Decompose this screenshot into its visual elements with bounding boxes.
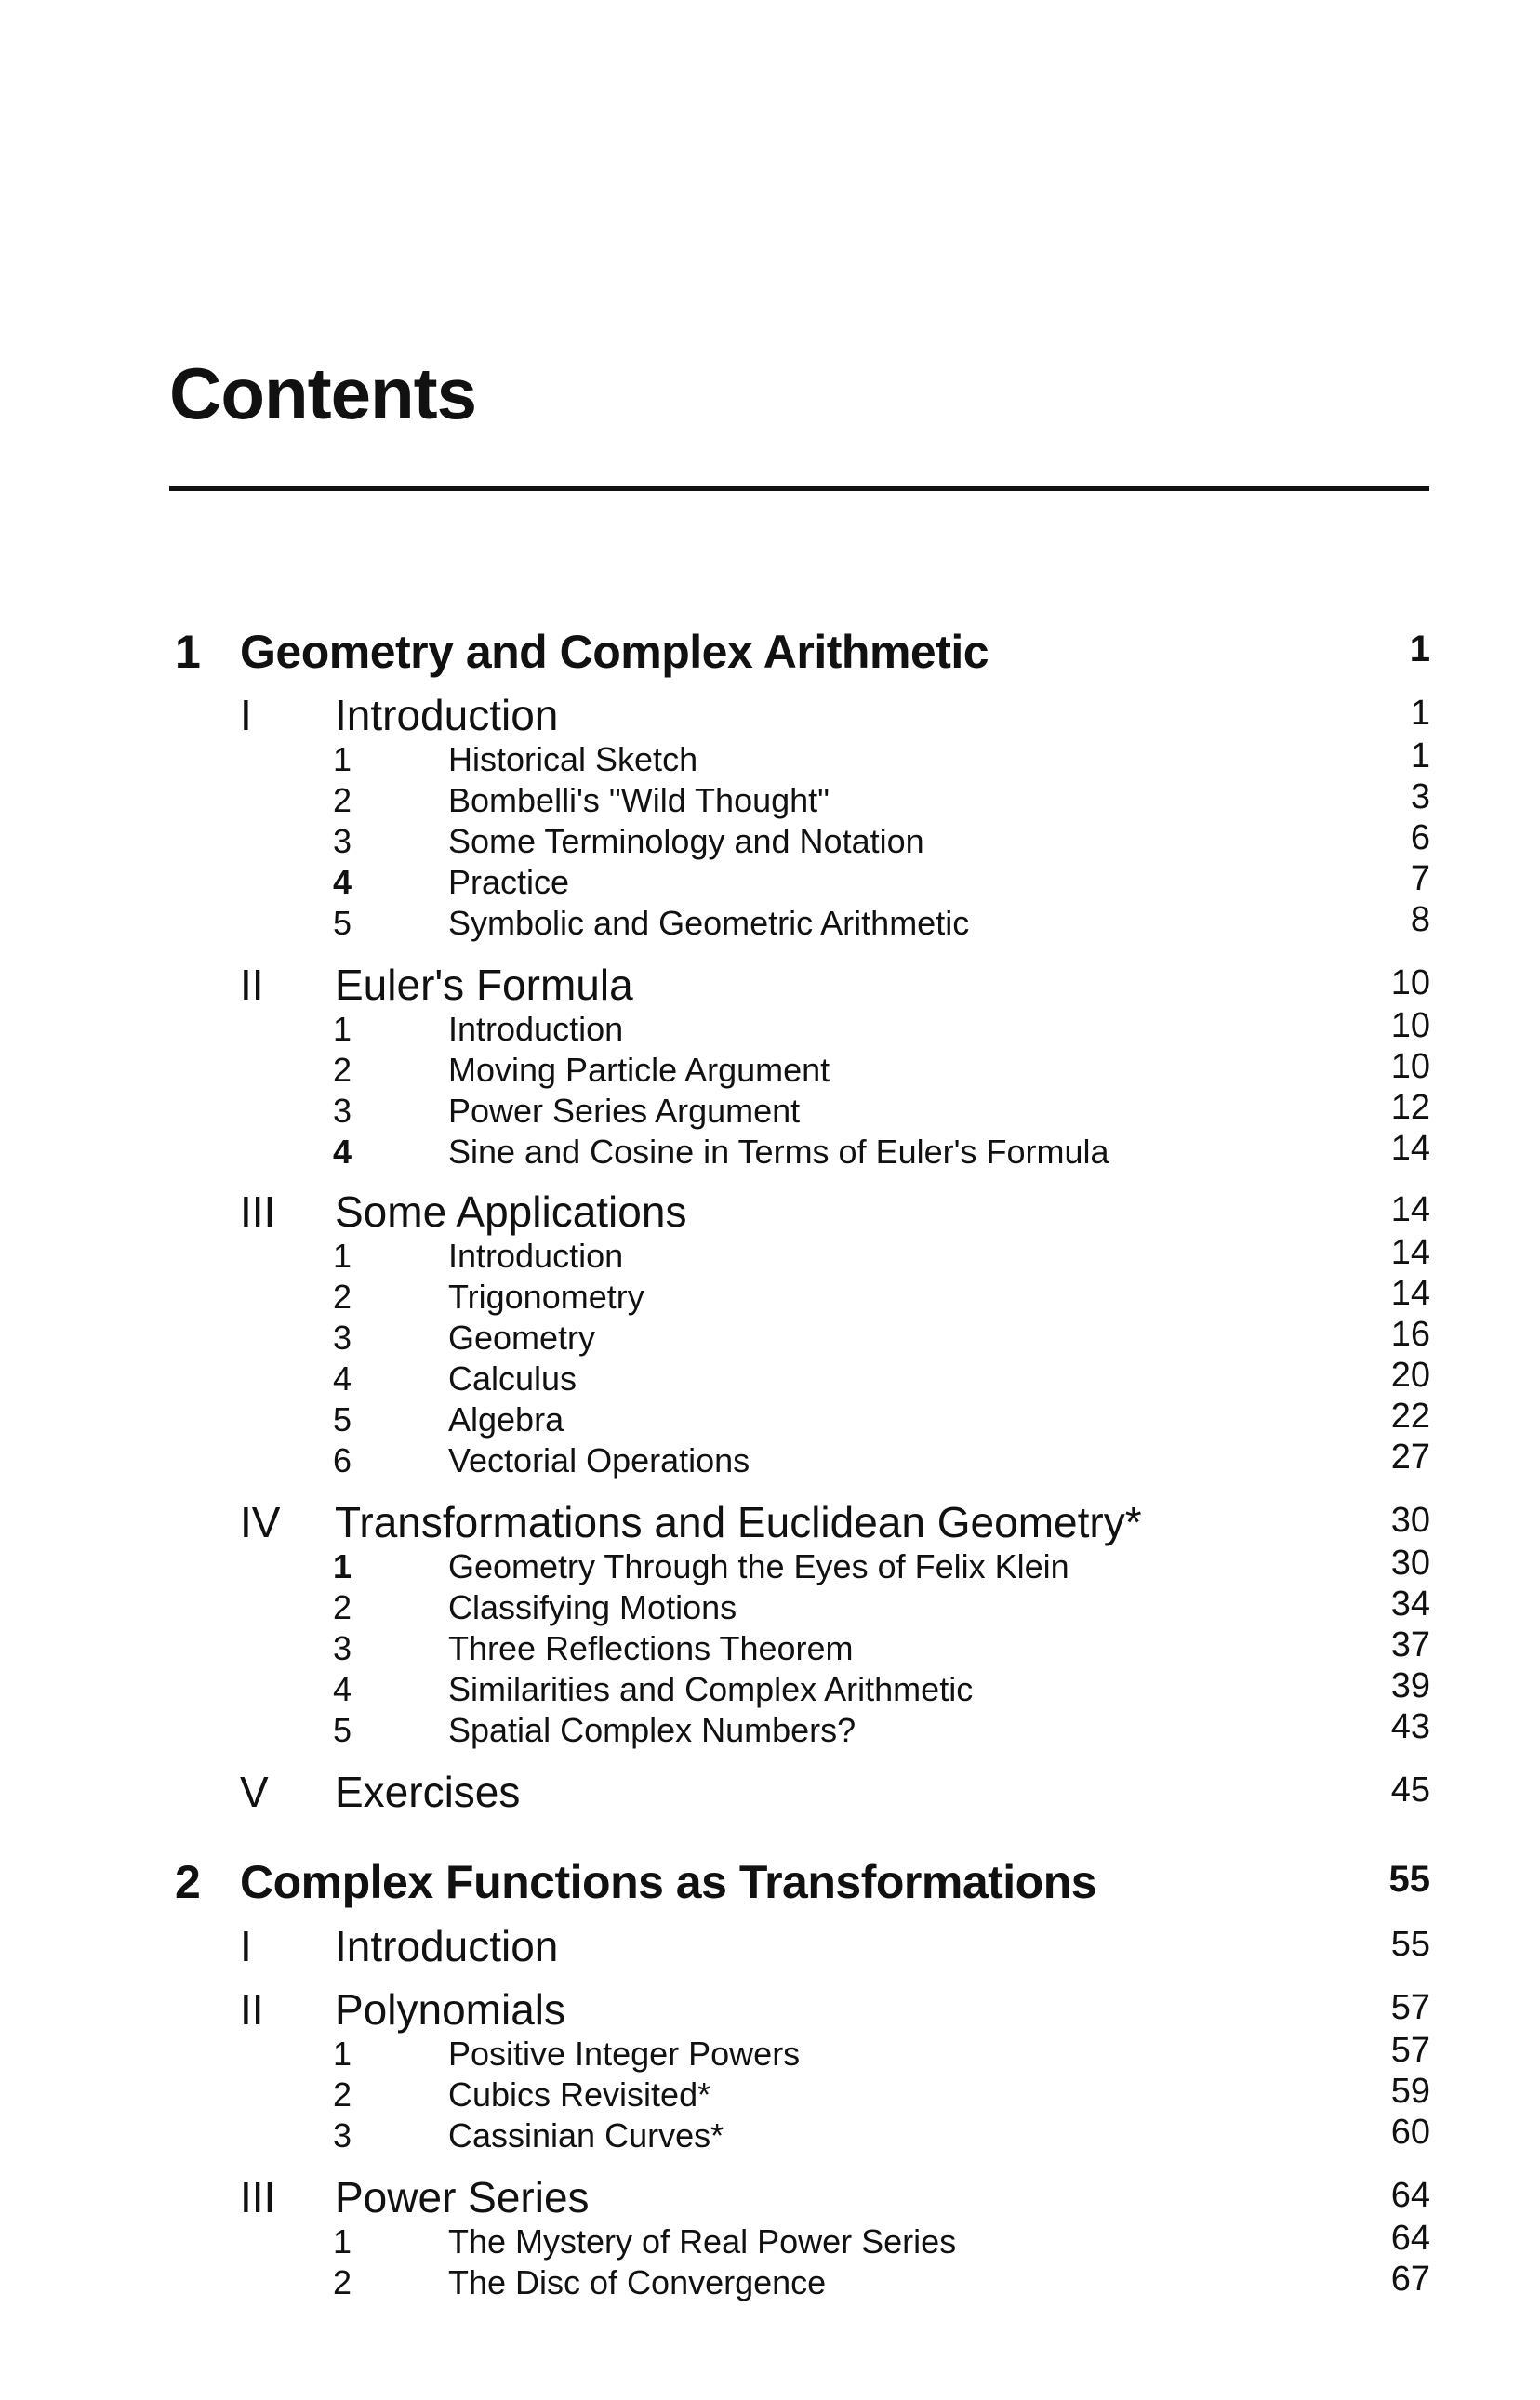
section-number: III — [240, 2173, 276, 2221]
toc-subsection[interactable] — [0, 1397, 1540, 1441]
subsection-title: Geometry — [448, 1319, 596, 1357]
subsection-number: 2 — [333, 2075, 352, 2114]
subsection-page: 14 — [1390, 1233, 1430, 1272]
section-title: Introduction — [335, 1922, 559, 1970]
subsection-title: Cassinian Curves* — [448, 2116, 724, 2155]
toc-subsection[interactable] — [0, 1707, 1540, 1752]
toc-chapter-2[interactable] — [0, 1855, 1540, 1920]
section-page: 1 — [1410, 694, 1430, 733]
subsection-number: 2 — [333, 781, 352, 819]
subsection-number: 5 — [333, 1400, 352, 1439]
toc-subsection[interactable] — [0, 1129, 1540, 1173]
toc-chapter-1[interactable] — [0, 625, 1540, 690]
subsection-page: 12 — [1390, 1088, 1430, 1127]
subsection-number: 1 — [333, 1237, 352, 1275]
toc-subsection[interactable] — [0, 1047, 1540, 1092]
subsection-page: 43 — [1390, 1707, 1430, 1746]
toc-section-2-I[interactable] — [0, 1921, 1540, 1971]
subsection-number: 4 — [333, 1133, 352, 1171]
subsection-title: Spatial Complex Numbers? — [448, 1711, 856, 1749]
subsection-number: 5 — [333, 1711, 352, 1749]
subsection-title: Practice — [448, 863, 570, 901]
subsection-page: 6 — [1410, 818, 1430, 857]
subsection-page: 3 — [1410, 777, 1430, 816]
subsection-page: 7 — [1410, 859, 1430, 898]
subsection-title: Moving Particle Argument — [448, 1051, 830, 1089]
subsection-title: Historical Sketch — [448, 740, 698, 778]
subsection-page: 39 — [1390, 1666, 1430, 1705]
subsection-title: Sine and Cosine in Terms of Euler's Formula — [448, 1133, 1109, 1171]
toc-subsection[interactable] — [0, 2031, 1540, 2075]
subsection-page: 20 — [1390, 1356, 1430, 1395]
toc-section-1-III[interactable] — [0, 1187, 1540, 1237]
section-title: Some Applications — [335, 1187, 687, 1236]
subsection-title: Introduction — [448, 1237, 624, 1275]
chapter-page: 1 — [1409, 629, 1430, 670]
chapter-number: 1 — [175, 626, 201, 678]
chapter-title: Geometry and Complex Arithmetic — [240, 626, 989, 678]
section-title: Polynomials — [335, 1985, 565, 2034]
subsection-title: Cubics Revisited* — [448, 2075, 711, 2114]
toc-subsection[interactable] — [0, 1088, 1540, 1133]
subsection-page: 34 — [1390, 1585, 1430, 1624]
toc-section-2-III[interactable] — [0, 2172, 1540, 2222]
toc-section-1-II[interactable] — [0, 960, 1540, 1010]
subsection-page: 8 — [1410, 900, 1430, 939]
toc-subsection[interactable] — [0, 1438, 1540, 1482]
toc-subsection[interactable] — [0, 1233, 1540, 1278]
subsection-page: 16 — [1390, 1315, 1430, 1354]
subsection-page: 30 — [1390, 1544, 1430, 1583]
section-page: 10 — [1390, 963, 1430, 1002]
toc-subsection[interactable] — [0, 1356, 1540, 1400]
toc-subsection[interactable] — [0, 1006, 1540, 1051]
subsection-number: 1 — [333, 2222, 352, 2261]
subsection-number: 1 — [333, 740, 352, 778]
subsection-title: Introduction — [448, 1010, 624, 1048]
toc-subsection[interactable] — [0, 1666, 1540, 1711]
toc-subsection[interactable] — [0, 1625, 1540, 1670]
subsection-page: 64 — [1390, 2219, 1430, 2258]
section-number: II — [240, 1985, 264, 2034]
subsection-number: 3 — [333, 822, 352, 860]
subsection-number: 2 — [333, 1278, 352, 1316]
section-title: Exercises — [335, 1768, 521, 1816]
toc-subsection[interactable] — [0, 818, 1540, 863]
subsection-page: 22 — [1390, 1397, 1430, 1436]
subsection-page: 59 — [1390, 2072, 1430, 2111]
subsection-number: 1 — [333, 2035, 352, 2073]
toc-section-1-IV[interactable] — [0, 1497, 1540, 1547]
section-number: II — [240, 961, 264, 1009]
subsection-number: 3 — [333, 1092, 352, 1130]
chapter-page: 55 — [1388, 1859, 1430, 1900]
toc-subsection[interactable] — [0, 859, 1540, 904]
subsection-page: 57 — [1390, 2031, 1430, 2070]
section-page: 64 — [1390, 2176, 1430, 2215]
subsection-page: 27 — [1390, 1438, 1430, 1477]
toc-subsection[interactable] — [0, 777, 1540, 822]
toc-subsection[interactable] — [0, 1315, 1540, 1359]
toc-subsection[interactable] — [0, 900, 1540, 945]
subsection-title: Geometry Through the Eyes of Felix Klein — [448, 1547, 1069, 1585]
toc-subsection[interactable] — [0, 2072, 1540, 2116]
section-title: Power Series — [335, 2173, 590, 2221]
toc-subsection[interactable] — [0, 2260, 1540, 2304]
subsection-number: 6 — [333, 1441, 352, 1479]
section-number: III — [240, 1187, 276, 1236]
subsection-title: The Disc of Convergence — [448, 2263, 827, 2301]
page-title: Contents — [169, 352, 476, 434]
toc-subsection[interactable] — [0, 2219, 1540, 2263]
subsection-page: 14 — [1390, 1274, 1430, 1313]
subsection-number: 4 — [333, 1359, 352, 1398]
section-title: Euler's Formula — [335, 961, 633, 1009]
subsection-number: 5 — [333, 904, 352, 942]
subsection-title: Vectorial Operations — [448, 1441, 750, 1479]
subsection-page: 37 — [1390, 1625, 1430, 1664]
subsection-page: 60 — [1390, 2113, 1430, 2152]
subsection-title: Trigonometry — [448, 1278, 644, 1316]
subsection-title: Similarities and Complex Arithmetic — [448, 1670, 974, 1708]
toc-subsection[interactable] — [0, 736, 1540, 781]
subsection-page: 10 — [1390, 1006, 1430, 1045]
toc-section-1-I[interactable] — [0, 690, 1540, 740]
toc-section-1-V[interactable] — [0, 1767, 1540, 1817]
subsection-title: Calculus — [448, 1359, 578, 1398]
subsection-title: The Mystery of Real Power Series — [448, 2222, 957, 2261]
toc-section-2-II[interactable] — [0, 1984, 1540, 2035]
subsection-title: Some Terminology and Notation — [448, 822, 924, 860]
subsection-number: 3 — [333, 1319, 352, 1357]
subsection-number: 1 — [333, 1010, 352, 1048]
chapter-title: Complex Functions as Transformations — [240, 1856, 1097, 1908]
subsection-number: 2 — [333, 1588, 352, 1626]
toc-subsection[interactable] — [0, 1544, 1540, 1588]
subsection-page: 14 — [1390, 1129, 1430, 1168]
subsection-title: Positive Integer Powers — [448, 2035, 801, 2073]
section-number: I — [240, 691, 252, 739]
subsection-number: 4 — [333, 1670, 352, 1708]
subsection-number: 2 — [333, 1051, 352, 1089]
toc-subsection[interactable] — [0, 1274, 1540, 1319]
subsection-title: Power Series Argument — [448, 1092, 801, 1130]
subsection-page: 1 — [1410, 736, 1430, 776]
subsection-title: Bombelli's "Wild Thought" — [448, 781, 830, 819]
subsection-number: 4 — [333, 863, 352, 901]
subsection-page: 67 — [1390, 2260, 1430, 2299]
section-number: I — [240, 1922, 252, 1970]
subsection-title: Symbolic and Geometric Arithmetic — [448, 904, 970, 942]
subsection-number: 1 — [333, 1547, 352, 1585]
subsection-title: Classifying Motions — [448, 1588, 737, 1626]
section-page: 57 — [1390, 1988, 1430, 2027]
section-number: V — [240, 1768, 269, 1816]
section-number: IV — [240, 1498, 281, 1546]
section-page: 30 — [1390, 1501, 1430, 1540]
section-title: Introduction — [335, 691, 559, 739]
section-page: 14 — [1390, 1190, 1430, 1229]
subsection-number: 3 — [333, 2116, 352, 2155]
section-page: 55 — [1390, 1925, 1430, 1964]
subsection-number: 3 — [333, 1629, 352, 1667]
subsection-title: Algebra — [448, 1400, 564, 1439]
chapter-number: 2 — [175, 1856, 201, 1908]
subsection-title: Three Reflections Theorem — [448, 1629, 854, 1667]
section-page: 45 — [1390, 1770, 1430, 1810]
toc-subsection[interactable] — [0, 2113, 1540, 2157]
subsection-page: 10 — [1390, 1047, 1430, 1086]
subsection-number: 2 — [333, 2263, 352, 2301]
section-title: Transformations and Euclidean Geometry* — [335, 1498, 1142, 1546]
toc-subsection[interactable] — [0, 1585, 1540, 1629]
